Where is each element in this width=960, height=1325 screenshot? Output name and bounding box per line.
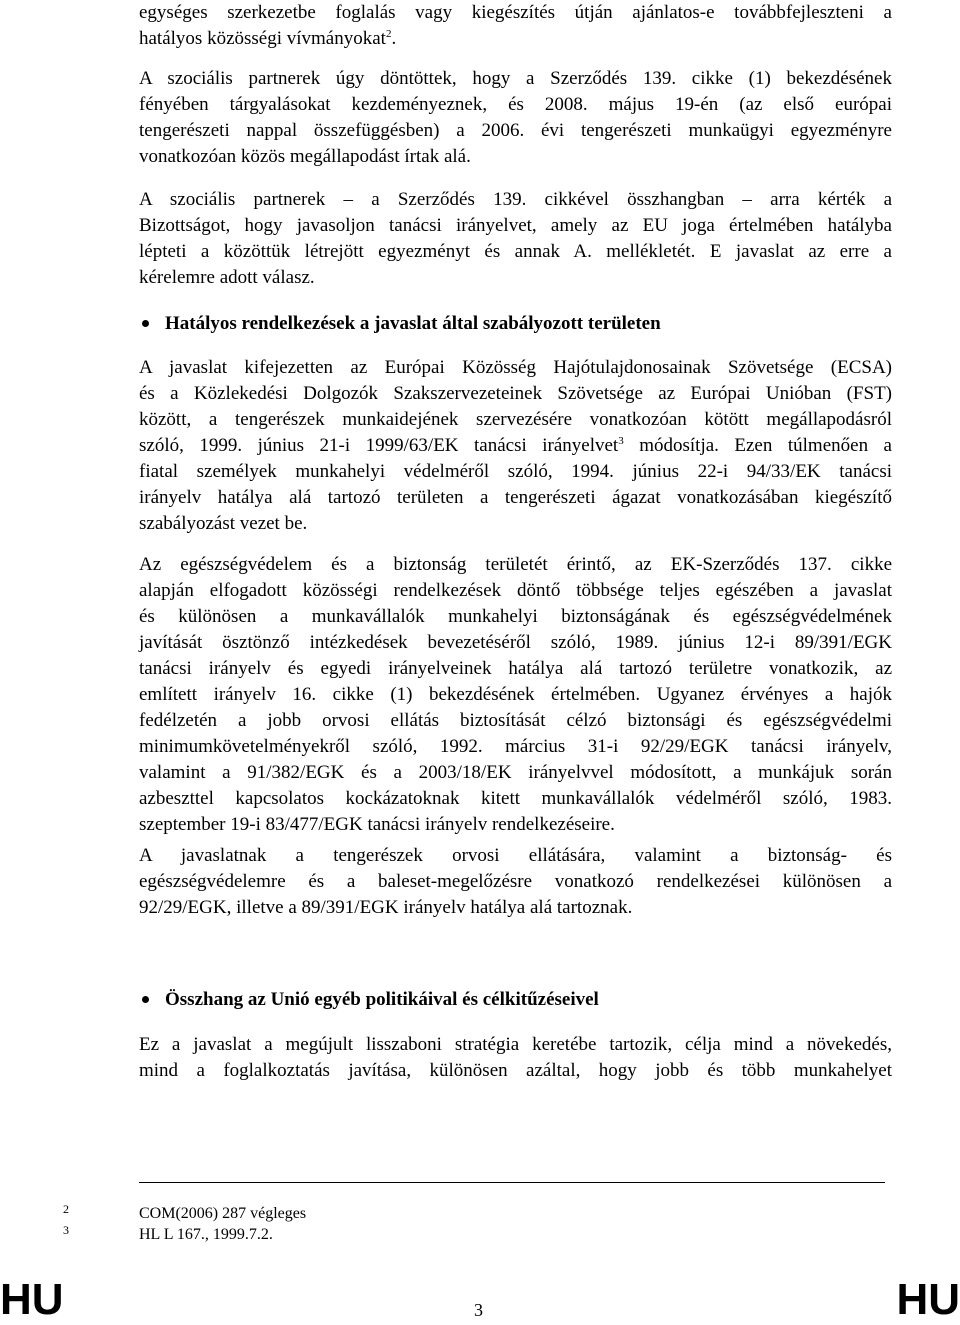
text-line: tanácsi irányelv és egyedi irányelveinek hatálya alá tartozó területre vonatkozik, az <box>139 658 892 679</box>
text-line: javítását ösztönző intézkedések bevezetéséről szóló, 1989. június 12-i 89/391/EGK <box>139 632 892 653</box>
text-line: A javaslat kifejezetten az Európai Közösség Hajótulajdonosainak Szövetsége (ECSA) <box>139 357 892 378</box>
text-line: A szociális partnerek úgy döntöttek, hogy a Szerződés 139. cikke (1) bekezdésének <box>139 68 892 89</box>
paragraph-proposal-scope <box>139 355 892 537</box>
section-heading-text: Összhang az Unió egyéb politikáival és célkitűzéseivel <box>165 989 599 1010</box>
text-line: tengerészeti nappal összefüggésben) a 2006. évi tengerészeti munkaügyi egyezményre <box>139 120 892 141</box>
paragraph-lisbon-strategy <box>139 1032 892 1084</box>
text-line: között, a tengerészek munkaidejének szervezésére vonatkozóan kötött megállapodásról <box>139 409 892 430</box>
text-line: szabályozást vezet be. <box>139 513 308 534</box>
footnote-text: HL L 167., 1999.7.2. <box>139 1226 273 1243</box>
text-line: említett irányelv 16. cikke (1) bekezdésének értelmében. Ugyanez érvényes a hajók <box>139 684 892 705</box>
text-line: egészségvédelemre és a baleset-megelőzésre vonatkozó rendelkezései különösen a <box>139 871 892 892</box>
text-line: és a Közlekedési Dolgozók Szakszervezeteinek Szövetsége az Európai Unióban (FST) <box>139 383 892 404</box>
text-line: és különösen a munkavállalók munkahelyi biztonságának és egészségvédelmének <box>139 606 892 627</box>
paragraph-top-fragment <box>139 0 892 52</box>
paragraph-social-partners-negotiation <box>139 66 892 170</box>
bullet-icon <box>142 320 149 327</box>
text-line: egységes szerkezetbe foglalás vagy kiegészítés útján ajánlatos-e továbbfejleszteni a <box>139 2 892 23</box>
text-line: mind a foglalkoztatás javítása, különösen azáltal, hogy jobb és több munkahelyet <box>139 1060 892 1081</box>
footer-language-right: HU <box>896 1275 960 1324</box>
text-line: 92/29/EGK, illetve a 89/391/EGK irányelv hatálya alá tartoznak. <box>139 897 633 918</box>
footnote-ref[interactable]: 2 <box>385 28 392 40</box>
text-line: Bizottságot, hogy javasoljon tanácsi irányelvet, amely az EU joga értelmében hatályba <box>139 215 892 236</box>
page-number: 3 <box>474 1300 483 1320</box>
paragraph-social-partners-request <box>139 187 892 291</box>
text-line: Ez a javaslat a megújult lisszaboni stratégia keretébe tartozik, célja mind a növekedés, <box>139 1034 892 1055</box>
text-line: kérelemre adott válasz. <box>139 267 315 288</box>
text-line: alapján elfogadott közösségi rendelkezések döntő többsége teljes egészében a javaslat <box>139 580 892 601</box>
text-line: azbeszttel kapcsolatos kockázatoknak kitett munkavállalók védelméről szóló, 1983. <box>139 788 892 809</box>
text-line: fényében tárgyalásokat kezdeményeznek, és 2008. május 19-én (az első európai <box>139 94 892 115</box>
text-line: vonatkozóan közös megállapodást írtak alá. <box>139 146 471 167</box>
text-line: fiatal személyek munkahelyi védelméről szóló, 1994. június 22-i 94/33/EK tanácsi <box>139 461 892 482</box>
footnote-number: 3 <box>63 1223 69 1237</box>
footer-language-left: HU <box>0 1275 64 1324</box>
text-line: hatályos közösségi vívmányokat$^2$. <box>139 28 397 49</box>
section-heading-text: Hatályos rendelkezések a javaslat által szabályozott területen <box>165 313 661 334</box>
footnote-separator <box>139 1182 885 1183</box>
text-line: A javaslatnak a tengerészek orvosi ellátására, valamint a biztonság- és <box>139 845 892 866</box>
bullet-icon <box>142 996 149 1003</box>
text-line: szóló, 1999. június 21-i 1999/63/EK tanácsi irányelvet$^3$ módosítja. Ezen túlmenően a <box>139 435 892 456</box>
text-line: A szociális partnerek – a Szerződés 139. cikkével összhangban – arra kérték a <box>139 189 892 210</box>
paragraph-health-safety <box>139 552 892 838</box>
footnote-ref[interactable]: 3 <box>618 435 624 447</box>
text-line: Az egészségvédelem és a biztonság területét érintő, az EK-Szerződés 137. cikke <box>139 554 892 575</box>
paragraph-medical-care <box>139 843 892 921</box>
text-line: irányelv hatálya alá tartozó területen a tengerészeti ágazat vonatkozásában kiegészítő <box>139 487 892 508</box>
text-line: lépteti a közöttük létrejött egyezményt és annak A. mellékletét. E javaslat az erre a <box>139 241 892 262</box>
text-line: szeptember 19-i 83/477/EGK tanácsi irányelv rendelkezéseire. <box>139 814 615 835</box>
text-line: fedélzetén a jobb orvosi ellátás biztosítását célzó biztonsági és egészségvédelmi <box>139 710 892 731</box>
text-line: minimumkövetelményekről szóló, 1992. március 31-i 92/29/EGK tanácsi irányelv, <box>139 736 892 757</box>
footnote-text: COM(2006) 287 végleges <box>139 1205 307 1222</box>
footnote-number: 2 <box>63 1202 69 1216</box>
text-line: valamint a 91/382/EGK és a 2003/18/EK irányelvvel módosított, a munkájuk során <box>139 762 892 783</box>
